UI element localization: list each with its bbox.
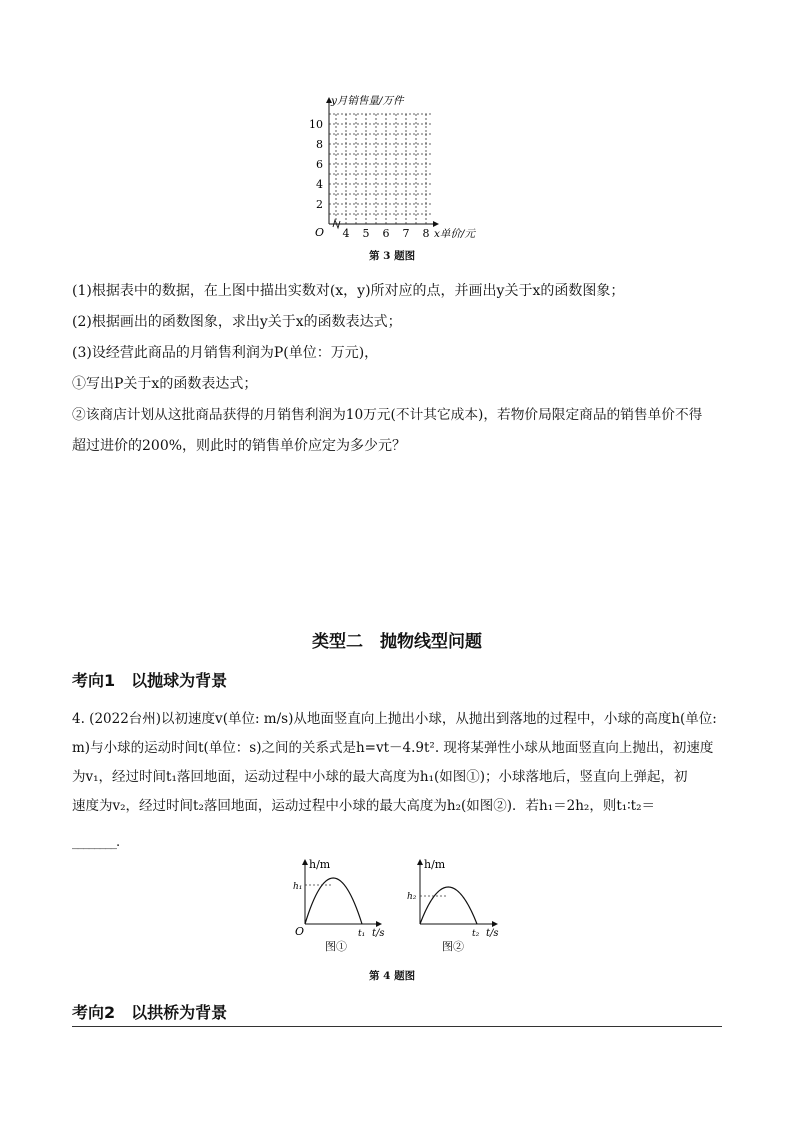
question-3: (3)设经营此商品的月销售利润为P(单位：万元)， — [72, 345, 379, 361]
x-tick: 5 — [362, 227, 370, 240]
problem-4-line: ________. — [72, 835, 120, 850]
y-tick: 2 — [316, 198, 323, 211]
y-axis-label: y月销售量/万件 — [331, 95, 404, 107]
problem-4-line: 4. (2022台州)以初速度v(单位: m/s)从地面竖直向上抛出小球，从抛出到落地的过程中，小球的高度h(单位: — [72, 711, 717, 727]
problem-4-line: 速度为v₂，经过时间t₂落回地面，运动过程中小球的最大高度为h₂(如图②)．若h₁＝2h₂，则t₁∶t₂＝ — [72, 798, 656, 814]
origin-label: O — [295, 925, 305, 938]
figure-3-caption: 第 3 题图 — [369, 250, 416, 262]
figure-4-caption: 第 4 题图 — [369, 970, 416, 982]
subheading-1: 考向1 以抛球为背景 — [72, 671, 228, 690]
y-tick: 8 — [316, 138, 323, 151]
y-tick: 10 — [309, 118, 323, 131]
divider — [72, 1026, 722, 1027]
section-title: 类型二 抛物线型问题 — [312, 632, 482, 652]
question-3-2: ②该商店计划从这批商品获得的月销售利润为10万元(不计其它成本)，若物价局限定商品的销售单价不得 — [72, 407, 703, 423]
axis-y-label: h/m — [424, 858, 446, 871]
peak-label: h₂ — [407, 892, 417, 902]
end-label: t₁ — [358, 929, 366, 939]
origin-label: O — [315, 226, 325, 239]
question-1: (1)根据表中的数据，在上图中描出实数对(x，y)所对应的点，并画出y关于x的函数图象； — [72, 283, 625, 299]
y-tick: 4 — [316, 178, 323, 191]
question-3-2-cont: 超过进价的200%，则此时的销售单价应定为多少元？ — [72, 438, 407, 454]
question-2: (2)根据画出的函数图象，求出y关于x的函数表达式； — [72, 314, 402, 330]
question-3-1: ①写出P关于x的函数表达式； — [72, 376, 258, 392]
graph-1 — [293, 858, 385, 953]
graph-2-label: 图② — [442, 940, 464, 953]
figure-4-graphs — [285, 854, 515, 960]
y-tick: 6 — [316, 158, 323, 171]
graph-1-label: 图① — [325, 940, 347, 953]
x-tick: 6 — [382, 227, 390, 240]
x-tick: 7 — [402, 227, 410, 240]
figure-3-grid — [300, 88, 480, 243]
end-label: t₂ — [472, 929, 480, 939]
axis-x-label: t/s — [486, 928, 499, 939]
peak-label: h₁ — [293, 882, 303, 892]
problem-4-line: m)与小球的运动时间t(单位：s)之间的关系式是h=vt－4.9t². 现将某弹性小球从地面竖直向上抛出，初速度 — [72, 740, 714, 756]
x-tick: 8 — [422, 227, 430, 240]
subheading-2: 考向2 以拱桥为背景 — [72, 1003, 228, 1022]
x-axis-label: x单价/元 — [434, 228, 475, 240]
x-tick: 4 — [342, 227, 350, 240]
axis-y-label: h/m — [309, 858, 331, 871]
problem-4-line: 为v₁，经过时间t₁落回地面，运动过程中小球的最大高度为h₁(如图①)；小球落地后，竖直向上弹起，初 — [72, 769, 688, 785]
graph-2 — [407, 858, 499, 953]
axis-x-label: t/s — [372, 928, 385, 939]
